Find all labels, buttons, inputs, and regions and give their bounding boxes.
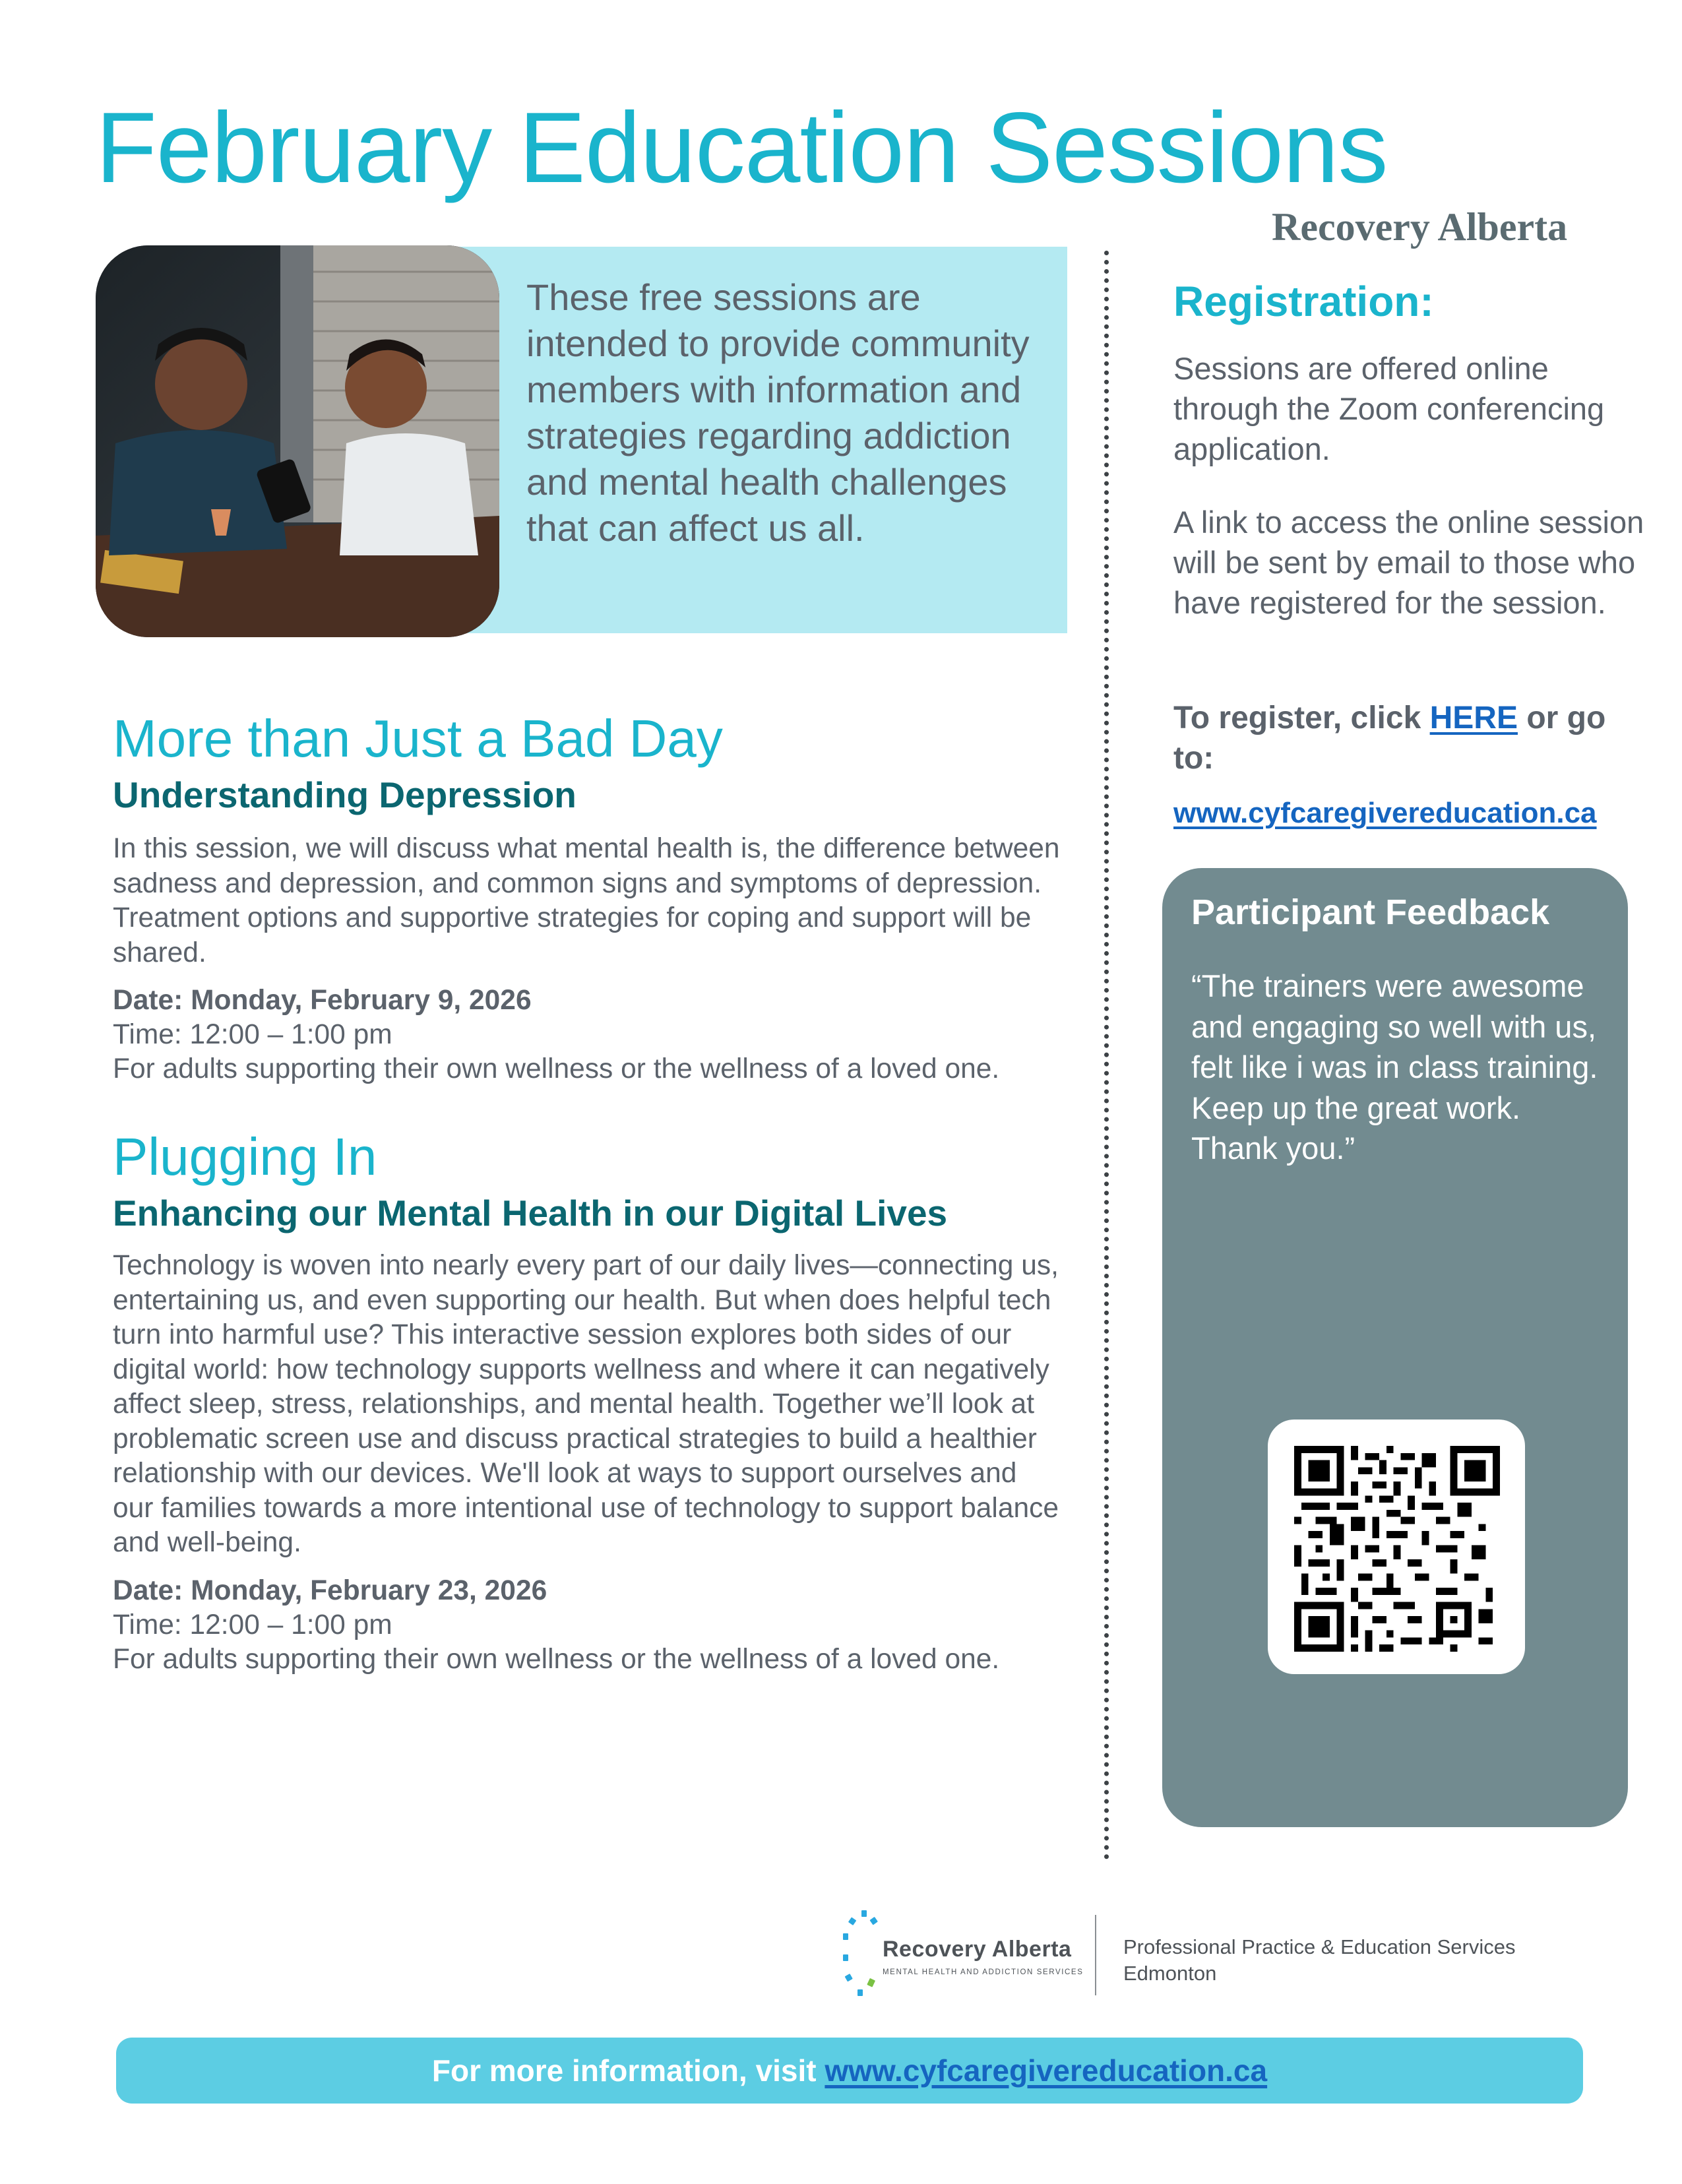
footer-separator <box>1095 1915 1096 1995</box>
brand-name: Recovery Alberta <box>1272 205 1568 249</box>
logo-tagline: MENTAL HEALTH AND ADDICTION SERVICES <box>883 1968 1084 1976</box>
feedback-card <box>1162 868 1628 1827</box>
session-description: In this session, we will discuss what mental health is, the difference between sadness and depression, and common signs and symptoms of depression. Treatment options and supportive strategies for coping and support will be shared. <box>113 833 1060 968</box>
cta-suffix: or go to: <box>1173 701 1606 776</box>
qr-card[interactable] <box>1268 1420 1525 1674</box>
page-title: February Education Sessions <box>96 92 1388 204</box>
intro-photo <box>96 245 499 637</box>
qr-code-icon[interactable] <box>1294 1446 1500 1652</box>
feedback-quote: “The trainers were awesome and engaging so well with us, felt like i was in class training. Keep up the great work. Thank you.” <box>1191 968 1598 1166</box>
info-url-link[interactable]: www.cyfcaregivereducation.ca <box>825 2053 1268 2088</box>
session-subtitle: Understanding Depression <box>113 774 576 815</box>
register-here-link[interactable]: HERE <box>1429 701 1518 735</box>
info-text <box>432 2053 1267 2088</box>
column-divider <box>1104 251 1109 1860</box>
session-2 <box>113 1127 1076 1677</box>
session-title: More than Just a Bad Day <box>113 709 723 768</box>
session-1 <box>113 709 1076 1086</box>
session-audience: For adults supporting their own wellness or the wellness of a loved one. <box>113 1053 1000 1084</box>
cta-prefix: To register, click <box>1173 701 1430 735</box>
logo-mark-icon <box>842 1910 881 2003</box>
department-name: Professional Practice & Education Services <box>1123 1935 1516 1958</box>
photo-illustration-icon <box>96 245 499 637</box>
registration-cta <box>1173 698 1648 778</box>
session-time: Time: 12:00 – 1:00 pm <box>113 1609 392 1640</box>
recovery-alberta-logo <box>842 1910 1092 2003</box>
logo-name: Recovery Alberta <box>883 1937 1072 1962</box>
info-bar <box>116 2038 1583 2104</box>
registration-heading: Registration: <box>1173 278 1434 325</box>
registration-info-email: A link to access the online session will be sent by email to those who have registered for the session. <box>1173 505 1644 620</box>
feedback-title: Participant Feedback <box>1191 892 1550 932</box>
session-title: Plugging In <box>113 1127 377 1186</box>
registration-url-link[interactable]: www.cyfcaregivereducation.ca <box>1173 797 1597 829</box>
session-date: Date: Monday, February 23, 2026 <box>113 1575 547 1606</box>
registration-info-zoom: Sessions are offered online through the Zoom conferencing application. <box>1173 351 1605 466</box>
info-prefix: For more information, visit <box>431 2053 825 2088</box>
department-location: Edmonton <box>1123 1962 1217 1985</box>
session-subtitle: Enhancing our Mental Health in our Digital Lives <box>113 1193 948 1233</box>
intro-text: These free sessions are intended to provide community members with information and strategies regarding addiction and mental health challenges that can affect us all. <box>526 276 1030 549</box>
session-time: Time: 12:00 – 1:00 pm <box>113 1019 392 1050</box>
session-date: Date: Monday, February 9, 2026 <box>113 985 532 1016</box>
session-description: Technology is woven into nearly every part of our daily lives—connecting us, entertaining us, and even supporting our health. But when does helpful tech turn into harmful use? This interactive session explores both sides of our digital world: how technology supports wellness and where it can negatively affect sleep, stress, relationships, and mental health. Together we’ll look at problematic screen use and discuss practical strategies to build a healthier relationship with our devices. We'll look at ways to support ourselves and our families towards a more intentional use of technology to support balance and well-being. <box>113 1250 1059 1558</box>
session-audience: For adults supporting their own wellness or the wellness of a loved one. <box>113 1643 1000 1675</box>
footer-department <box>1123 1934 1515 1987</box>
